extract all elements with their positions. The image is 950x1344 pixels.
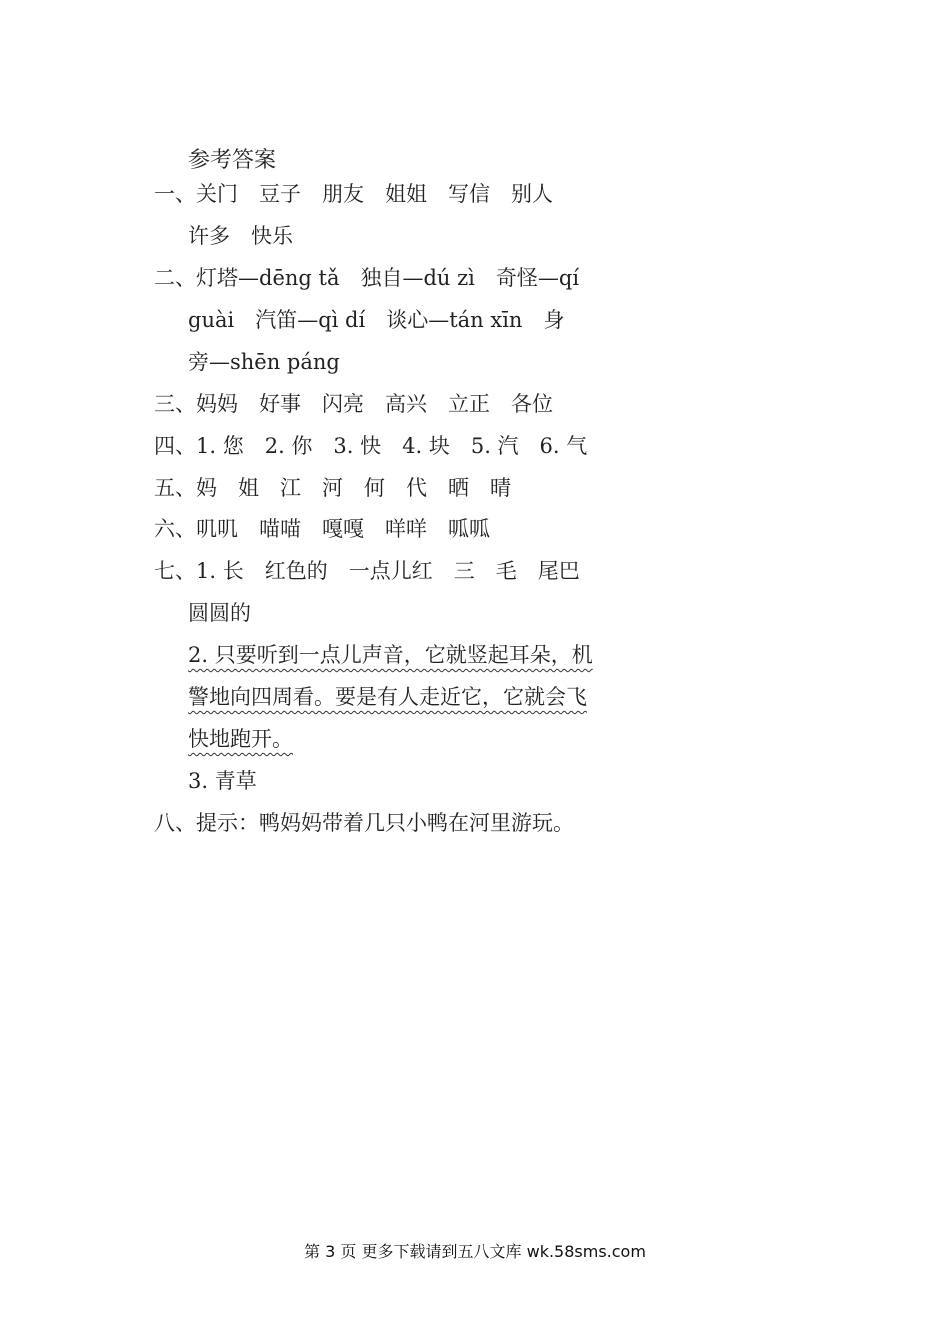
section-7-answer-2-line-1: 2. 只要听到一点儿声音，它就竖起耳朵，机 — [188, 643, 593, 667]
section-8-line: 八、提示：鸭妈妈带着几只小鸭在河里游玩。 — [154, 811, 574, 835]
section-7-answer-2-line-2: 警地向四周看。要是有人走近它，它就会飞 — [188, 685, 587, 709]
section-1-line-2: 许多 快乐 — [188, 224, 293, 248]
section-7-line-1: 七、1. 长 红色的 一点儿红 三 毛 尾巴 — [154, 559, 580, 583]
section-6-line: 六、叽叽 喵喵 嘎嘎 咩咩 呱呱 — [154, 517, 490, 541]
section-7-answer-3: 3. 青草 — [188, 769, 257, 793]
page-title: 参考答案 — [188, 148, 277, 173]
section-7-answer-2-line-3: 快地跑开。 — [188, 727, 293, 751]
section-1-line-1: 一、关门 豆子 朋友 姐姐 写信 别人 — [154, 182, 553, 206]
page-footer: 第 3 页 更多下载请到五八文库 wk.58sms.com — [304, 1242, 646, 1261]
section-2-line-2: guài 汽笛—qì dí 谈心—tán xīn 身 — [188, 308, 565, 332]
section-4-line: 四、1. 您 2. 你 3. 快 4. 块 5. 汽 6. 气 — [154, 434, 588, 458]
section-2-line-3: 旁—shēn páng — [188, 350, 340, 374]
section-5-line: 五、妈 姐 江 河 何 代 晒 晴 — [154, 476, 511, 500]
section-3-line: 三、妈妈 好事 闪亮 高兴 立正 各位 — [154, 392, 553, 416]
section-2-line-1: 二、灯塔—dēng tǎ 独自—dú zì 奇怪—qí — [154, 266, 580, 290]
section-7-line-2: 圆圆的 — [188, 601, 251, 625]
